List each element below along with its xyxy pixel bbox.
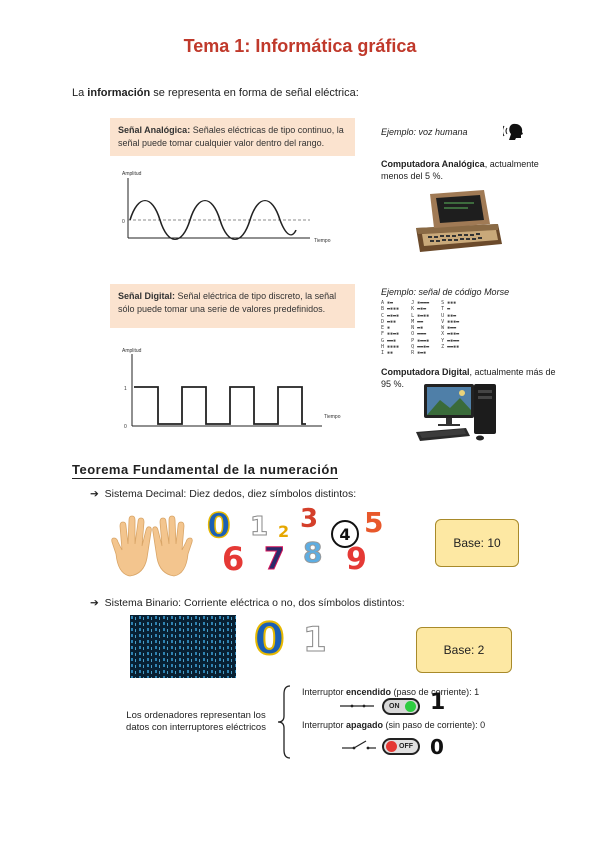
analog-computer-image bbox=[412, 188, 504, 256]
morse-column-3: S ▪▪▪ T ▬ U ▪▪▬ V ▪▪▪▬ W ▪▬▬ X ▬▪▪▬ Y ▬▪▬▬ Z ▬▬▪▪ bbox=[441, 300, 460, 351]
digit-7: 7 bbox=[264, 542, 285, 577]
analog-example: Ejemplo: voz humana bbox=[381, 127, 468, 137]
digit-4: 4 bbox=[331, 520, 359, 548]
analog-zero-label: 0 bbox=[122, 219, 125, 225]
base-10-box: Base: 10 bbox=[435, 519, 519, 567]
analog-text: Señales eléctricas de tipo continuo, la señal puede tomar cualquier valor dentro del rango. bbox=[118, 125, 344, 148]
morse-column-2: J ▪▬▬▬ K ▬▪▬ L ▪▬▪▪ M ▬▬ N ▬▪ O ▬▬▬ P ▪▬▬▪ Q ▬▬▪▬ R ▪▬▪ bbox=[411, 300, 430, 357]
decimal-label: Sistema Decimal: Diez dedos, diez símbolos distintos: bbox=[104, 488, 357, 500]
digit-9: 9 bbox=[346, 542, 367, 577]
binary-digit-1: 1 bbox=[303, 620, 327, 660]
switch-on-value: 1 bbox=[430, 690, 446, 715]
analog-note bbox=[110, 118, 355, 156]
page-title: Tema 1: Informática gráfica bbox=[183, 36, 417, 56]
switch-on-knob bbox=[405, 701, 416, 712]
switch-off-knob bbox=[386, 741, 397, 752]
switch-closed-icon bbox=[340, 700, 374, 710]
digit-2: 2 bbox=[278, 522, 290, 541]
binary-label: Sistema Binario: Corriente eléctrica o no, dos símbolos distintos: bbox=[104, 597, 405, 609]
digit-6: 6 bbox=[222, 540, 245, 578]
hands-icon bbox=[110, 514, 194, 580]
computers-text: Los ordenadores representan los datos con interruptores eléctricos bbox=[126, 710, 266, 733]
digit-0: 0 bbox=[207, 506, 231, 546]
binary-matrix-image bbox=[130, 615, 236, 678]
digit-5: 5 bbox=[364, 506, 384, 539]
digit-3: 3 bbox=[300, 504, 319, 534]
binary-digit-0: 0 bbox=[254, 614, 285, 665]
analog-signal-graph bbox=[110, 166, 340, 250]
switch-on-label: ON bbox=[389, 703, 400, 710]
digital-one-label: 1 bbox=[124, 386, 127, 392]
morse-column-1: A ▪▬ B ▬▪▪▪ C ▬▪▬▪ D ▬▪▪ E ▪ F ▪▪▬▪ G ▬▬▪ H ▪▪▪▪ I ▪▪ bbox=[381, 300, 400, 357]
switch-off-label: OFF bbox=[399, 743, 413, 750]
digital-computer-image bbox=[410, 380, 502, 444]
intro-after: se representa en forma de señal eléctrica: bbox=[150, 87, 359, 99]
intro-bold: información bbox=[87, 87, 151, 99]
section-title: Teorema Fundamental de la numeración bbox=[72, 462, 339, 477]
digital-wave bbox=[134, 387, 306, 424]
morse-code-table bbox=[381, 300, 459, 357]
binary-bullet-line bbox=[90, 597, 405, 609]
digit-8: 8 bbox=[303, 536, 323, 569]
decimal-bullet-line bbox=[90, 488, 356, 500]
switch-off-text: Interruptor apagado (sin paso de corriente): 0 bbox=[302, 720, 486, 730]
intro-before: La bbox=[72, 87, 88, 99]
analog-heading: Señal Analógica: bbox=[118, 125, 191, 135]
analog-computer-bold: Computadora Analógica bbox=[381, 159, 485, 169]
curly-brace-icon bbox=[276, 684, 292, 760]
digital-heading: Señal Digital: bbox=[118, 291, 176, 301]
intro-text bbox=[72, 87, 359, 99]
digital-computer-bold: Computadora Digital bbox=[381, 367, 470, 377]
digital-note bbox=[110, 284, 355, 328]
digital-x-label: Tiempo bbox=[324, 414, 341, 420]
digital-example: Ejemplo: señal de código Morse bbox=[381, 287, 510, 297]
decimal-arrow-icon: ➔ bbox=[90, 488, 99, 500]
digital-signal-graph bbox=[110, 342, 350, 434]
analog-computer-desc: , actualmente menos del 5 %. bbox=[381, 159, 539, 181]
analog-x-label: Tiempo bbox=[314, 238, 331, 244]
binary-arrow-icon: ➔ bbox=[90, 597, 99, 609]
switch-on-text: Interruptor encendido (paso de corriente): 1 bbox=[302, 687, 480, 697]
switch-off-pill bbox=[382, 738, 420, 755]
analog-computer-text bbox=[381, 158, 551, 182]
switch-on-pill bbox=[382, 698, 420, 715]
switch-open-icon bbox=[342, 738, 376, 752]
digital-y-label: Amplitud bbox=[122, 348, 142, 354]
digital-zero-label: 0 bbox=[124, 424, 127, 430]
digital-computer-desc: , actualmente más de 95 %. bbox=[381, 367, 556, 389]
speaking-head-icon bbox=[503, 122, 525, 140]
switch-off-value: 0 bbox=[430, 735, 444, 759]
digital-text: Señal eléctrica de tipo discreto, la señal sólo puede tomar una serie de valores predefinidos. bbox=[118, 291, 337, 314]
base-2-box: Base: 2 bbox=[416, 627, 512, 673]
analog-y-label: Amplitud bbox=[122, 171, 142, 177]
digit-1: 1 bbox=[250, 512, 269, 542]
